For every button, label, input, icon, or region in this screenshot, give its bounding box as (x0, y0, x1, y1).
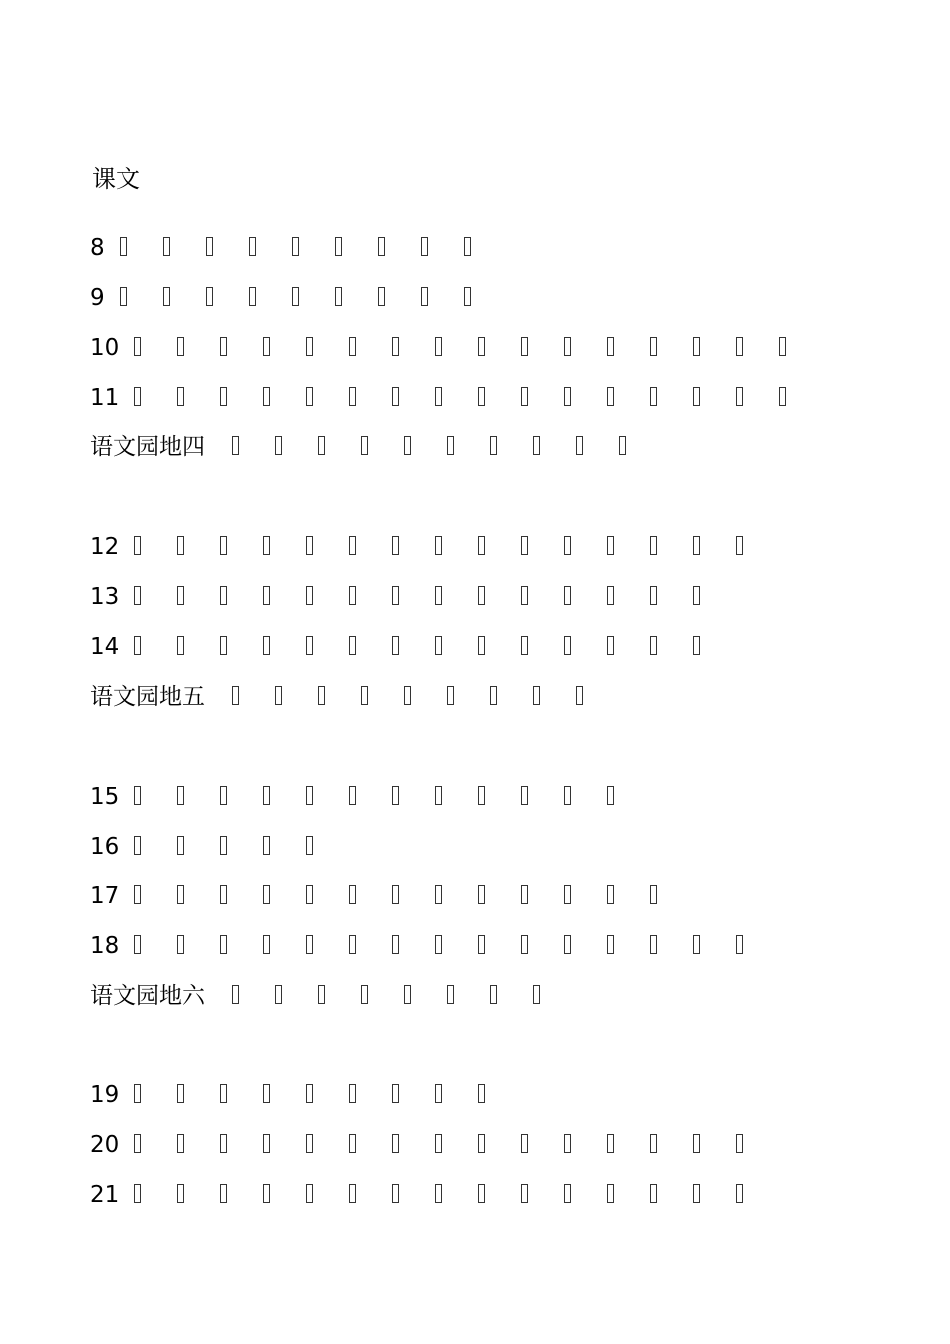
missing-glyph-icon (435, 786, 442, 805)
missing-glyph-icon (650, 935, 657, 954)
missing-glyph-icon (478, 337, 485, 356)
missing-glyph-icon (564, 387, 571, 406)
missing-glyph-icon (134, 885, 141, 904)
missing-glyph-icon (693, 586, 700, 605)
missing-glyph-icon (736, 1184, 743, 1203)
toc-line-label: 语文园地四 (90, 434, 205, 460)
missing-glyph-icon (306, 935, 313, 954)
missing-glyph-icon (533, 686, 540, 705)
missing-glyph-icon (564, 337, 571, 356)
missing-glyph-icon (564, 935, 571, 954)
missing-glyph-icon (349, 885, 356, 904)
missing-glyph-icon (435, 885, 442, 904)
missing-glyph-icon (435, 337, 442, 356)
missing-glyph-icon (392, 337, 399, 356)
toc-line (90, 432, 950, 462)
missing-glyph-icon (292, 287, 299, 306)
missing-glyph-icon (736, 935, 743, 954)
missing-glyph-icon (163, 237, 170, 256)
missing-glyph-icon (134, 536, 141, 555)
missing-glyph-icon (220, 536, 227, 555)
missing-glyph-icon (134, 337, 141, 356)
toc-line-label: 10 (90, 335, 120, 361)
missing-glyph-icon (306, 885, 313, 904)
missing-glyph-icon (435, 536, 442, 555)
missing-glyph-icon (435, 1084, 442, 1103)
missing-glyph-icon (404, 436, 411, 455)
missing-glyph-icon (607, 337, 614, 356)
missing-glyph-icon (478, 387, 485, 406)
missing-glyph-icon (650, 1134, 657, 1153)
missing-glyph-icon (220, 586, 227, 605)
missing-glyph-icon (177, 387, 184, 406)
missing-glyph-icon (464, 287, 471, 306)
missing-glyph-icon (318, 436, 325, 455)
missing-glyph-icon (693, 1184, 700, 1203)
missing-glyph-icon (232, 985, 239, 1004)
missing-glyph-icon (177, 1184, 184, 1203)
missing-glyph-icon (478, 636, 485, 655)
missing-glyph-icon (378, 287, 385, 306)
missing-glyph-icon (263, 1184, 270, 1203)
toc-line (90, 1130, 950, 1160)
missing-glyph-icon (134, 586, 141, 605)
missing-glyph-icon (249, 237, 256, 256)
missing-glyph-icon (220, 935, 227, 954)
missing-glyph-icon (263, 1134, 270, 1153)
toc-line (90, 283, 950, 313)
missing-glyph-icon (349, 935, 356, 954)
missing-glyph-icon (378, 237, 385, 256)
missing-glyph-icon (263, 935, 270, 954)
toc-line-label: 9 (90, 285, 105, 311)
missing-glyph-icon (435, 586, 442, 605)
missing-glyph-icon (693, 636, 700, 655)
missing-glyph-icon (263, 636, 270, 655)
missing-glyph-icon (404, 686, 411, 705)
toc-line-label: 16 (90, 834, 120, 860)
missing-glyph-icon (349, 1134, 356, 1153)
missing-glyph-icon (306, 536, 313, 555)
missing-glyph-icon (349, 1184, 356, 1203)
toc-line (90, 782, 950, 812)
missing-glyph-icon (392, 1184, 399, 1203)
toc-line (90, 532, 950, 562)
missing-glyph-icon (447, 985, 454, 1004)
missing-glyph-icon (564, 1134, 571, 1153)
missing-glyph-icon (607, 536, 614, 555)
missing-glyph-icon (521, 935, 528, 954)
missing-glyph-icon (263, 536, 270, 555)
missing-glyph-icon (306, 636, 313, 655)
missing-glyph-icon (650, 1184, 657, 1203)
missing-glyph-icon (564, 586, 571, 605)
missing-glyph-icon (392, 885, 399, 904)
missing-glyph-icon (607, 786, 614, 805)
toc-line-label: 12 (90, 534, 120, 560)
missing-glyph-icon (521, 337, 528, 356)
missing-glyph-icon (421, 287, 428, 306)
missing-glyph-icon (349, 1084, 356, 1103)
toc-line-label: 15 (90, 784, 120, 810)
missing-glyph-icon (478, 885, 485, 904)
missing-glyph-icon (564, 885, 571, 904)
missing-glyph-icon (564, 636, 571, 655)
missing-glyph-icon (521, 536, 528, 555)
missing-glyph-icon (736, 387, 743, 406)
missing-glyph-icon (478, 586, 485, 605)
missing-glyph-icon (435, 935, 442, 954)
missing-glyph-icon (650, 337, 657, 356)
missing-glyph-icon (177, 536, 184, 555)
missing-glyph-icon (361, 436, 368, 455)
missing-glyph-icon (447, 686, 454, 705)
missing-glyph-icon (177, 636, 184, 655)
missing-glyph-icon (361, 686, 368, 705)
missing-glyph-icon (607, 1134, 614, 1153)
missing-glyph-icon (306, 586, 313, 605)
missing-glyph-icon (607, 636, 614, 655)
missing-glyph-icon (478, 935, 485, 954)
missing-glyph-icon (220, 786, 227, 805)
missing-glyph-icon (392, 586, 399, 605)
missing-glyph-icon (134, 786, 141, 805)
missing-glyph-icon (232, 686, 239, 705)
missing-glyph-icon (490, 985, 497, 1004)
toc-line (90, 383, 950, 413)
missing-glyph-icon (650, 636, 657, 655)
toc-line (90, 931, 950, 961)
missing-glyph-icon (275, 436, 282, 455)
missing-glyph-icon (220, 636, 227, 655)
missing-glyph-icon (779, 337, 786, 356)
missing-glyph-icon (490, 436, 497, 455)
missing-glyph-icon (177, 1084, 184, 1103)
toc-line (90, 233, 950, 263)
missing-glyph-icon (361, 985, 368, 1004)
toc-line-label: 语文园地五 (90, 684, 205, 710)
missing-glyph-icon (134, 387, 141, 406)
toc-line (90, 333, 950, 363)
missing-glyph-icon (736, 1134, 743, 1153)
missing-glyph-icon (736, 337, 743, 356)
missing-glyph-icon (533, 985, 540, 1004)
missing-glyph-icon (693, 935, 700, 954)
missing-glyph-icon (447, 436, 454, 455)
toc-line-label: 19 (90, 1082, 120, 1108)
missing-glyph-icon (392, 786, 399, 805)
missing-glyph-icon (177, 935, 184, 954)
missing-glyph-icon (134, 1134, 141, 1153)
missing-glyph-icon (392, 536, 399, 555)
missing-glyph-icon (392, 1134, 399, 1153)
missing-glyph-icon (478, 1184, 485, 1203)
missing-glyph-icon (693, 1134, 700, 1153)
missing-glyph-icon (607, 586, 614, 605)
missing-glyph-icon (650, 536, 657, 555)
missing-glyph-icon (134, 836, 141, 855)
missing-glyph-icon (521, 636, 528, 655)
missing-glyph-icon (349, 387, 356, 406)
missing-glyph-icon (306, 1184, 313, 1203)
missing-glyph-icon (650, 885, 657, 904)
missing-glyph-icon (177, 836, 184, 855)
missing-glyph-icon (318, 686, 325, 705)
missing-glyph-icon (263, 885, 270, 904)
missing-glyph-icon (564, 786, 571, 805)
toc-line-label: 21 (90, 1182, 120, 1208)
missing-glyph-icon (349, 586, 356, 605)
toc-line (90, 1180, 950, 1210)
missing-glyph-icon (220, 337, 227, 356)
missing-glyph-icon (521, 1134, 528, 1153)
missing-glyph-icon (478, 786, 485, 805)
missing-glyph-icon (263, 387, 270, 406)
missing-glyph-icon (263, 836, 270, 855)
missing-glyph-icon (306, 1134, 313, 1153)
missing-glyph-icon (521, 586, 528, 605)
missing-glyph-icon (490, 686, 497, 705)
missing-glyph-icon (607, 885, 614, 904)
missing-glyph-icon (220, 1184, 227, 1203)
toc-line (90, 632, 950, 662)
missing-glyph-icon (650, 586, 657, 605)
missing-glyph-icon (306, 337, 313, 356)
missing-glyph-icon (693, 337, 700, 356)
missing-glyph-icon (779, 387, 786, 406)
missing-glyph-icon (693, 536, 700, 555)
missing-glyph-icon (206, 287, 213, 306)
toc-line-label: 18 (90, 933, 120, 959)
missing-glyph-icon (263, 1084, 270, 1103)
missing-glyph-icon (736, 536, 743, 555)
missing-glyph-icon (421, 237, 428, 256)
missing-glyph-icon (177, 337, 184, 356)
missing-glyph-icon (120, 237, 127, 256)
missing-glyph-icon (607, 1184, 614, 1203)
missing-glyph-icon (521, 1184, 528, 1203)
missing-glyph-icon (335, 237, 342, 256)
missing-glyph-icon (134, 1184, 141, 1203)
missing-glyph-icon (478, 1134, 485, 1153)
missing-glyph-icon (404, 985, 411, 1004)
missing-glyph-icon (177, 786, 184, 805)
missing-glyph-icon (120, 287, 127, 306)
missing-glyph-icon (249, 287, 256, 306)
toc-line (90, 981, 950, 1011)
missing-glyph-icon (220, 885, 227, 904)
missing-glyph-icon (564, 1184, 571, 1203)
toc-line-label: 20 (90, 1132, 120, 1158)
missing-glyph-icon (134, 1084, 141, 1103)
toc-line (90, 582, 950, 612)
missing-glyph-icon (306, 387, 313, 406)
missing-glyph-icon (232, 436, 239, 455)
missing-glyph-icon (263, 337, 270, 356)
missing-glyph-icon (435, 1184, 442, 1203)
missing-glyph-icon (464, 237, 471, 256)
toc-line-label: 11 (90, 385, 120, 411)
missing-glyph-icon (318, 985, 325, 1004)
toc-line-label: 语文园地六 (90, 983, 205, 1009)
missing-glyph-icon (576, 686, 583, 705)
missing-glyph-icon (349, 337, 356, 356)
missing-glyph-icon (650, 387, 657, 406)
missing-glyph-icon (220, 836, 227, 855)
missing-glyph-icon (576, 436, 583, 455)
missing-glyph-icon (177, 1134, 184, 1153)
missing-glyph-icon (177, 885, 184, 904)
missing-glyph-icon (275, 686, 282, 705)
toc-line (90, 1080, 950, 1110)
missing-glyph-icon (220, 1084, 227, 1103)
toc-line (90, 881, 950, 911)
missing-glyph-icon (134, 935, 141, 954)
missing-glyph-icon (163, 287, 170, 306)
missing-glyph-icon (220, 387, 227, 406)
toc-line-label: 17 (90, 883, 120, 909)
missing-glyph-icon (392, 636, 399, 655)
toc-line (90, 682, 950, 712)
missing-glyph-icon (335, 287, 342, 306)
missing-glyph-icon (392, 935, 399, 954)
missing-glyph-icon (607, 387, 614, 406)
missing-glyph-icon (206, 237, 213, 256)
missing-glyph-icon (392, 1084, 399, 1103)
section-heading: 课文 (92, 165, 140, 193)
missing-glyph-icon (693, 387, 700, 406)
missing-glyph-icon (349, 786, 356, 805)
missing-glyph-icon (533, 436, 540, 455)
missing-glyph-icon (306, 836, 313, 855)
toc-line-label: 8 (90, 235, 105, 261)
missing-glyph-icon (478, 1084, 485, 1103)
missing-glyph-icon (478, 536, 485, 555)
missing-glyph-icon (292, 237, 299, 256)
toc-line-label: 13 (90, 584, 120, 610)
missing-glyph-icon (263, 786, 270, 805)
missing-glyph-icon (521, 786, 528, 805)
missing-glyph-icon (263, 586, 270, 605)
missing-glyph-icon (435, 1134, 442, 1153)
missing-glyph-icon (306, 1084, 313, 1103)
missing-glyph-icon (349, 536, 356, 555)
missing-glyph-icon (134, 636, 141, 655)
missing-glyph-icon (435, 636, 442, 655)
missing-glyph-icon (435, 387, 442, 406)
toc-line-label: 14 (90, 634, 120, 660)
missing-glyph-icon (521, 387, 528, 406)
missing-glyph-icon (275, 985, 282, 1004)
missing-glyph-icon (177, 586, 184, 605)
missing-glyph-icon (521, 885, 528, 904)
missing-glyph-icon (349, 636, 356, 655)
missing-glyph-icon (607, 935, 614, 954)
missing-glyph-icon (619, 436, 626, 455)
missing-glyph-icon (392, 387, 399, 406)
missing-glyph-icon (220, 1134, 227, 1153)
missing-glyph-icon (564, 536, 571, 555)
toc-line (90, 832, 950, 862)
missing-glyph-icon (306, 786, 313, 805)
